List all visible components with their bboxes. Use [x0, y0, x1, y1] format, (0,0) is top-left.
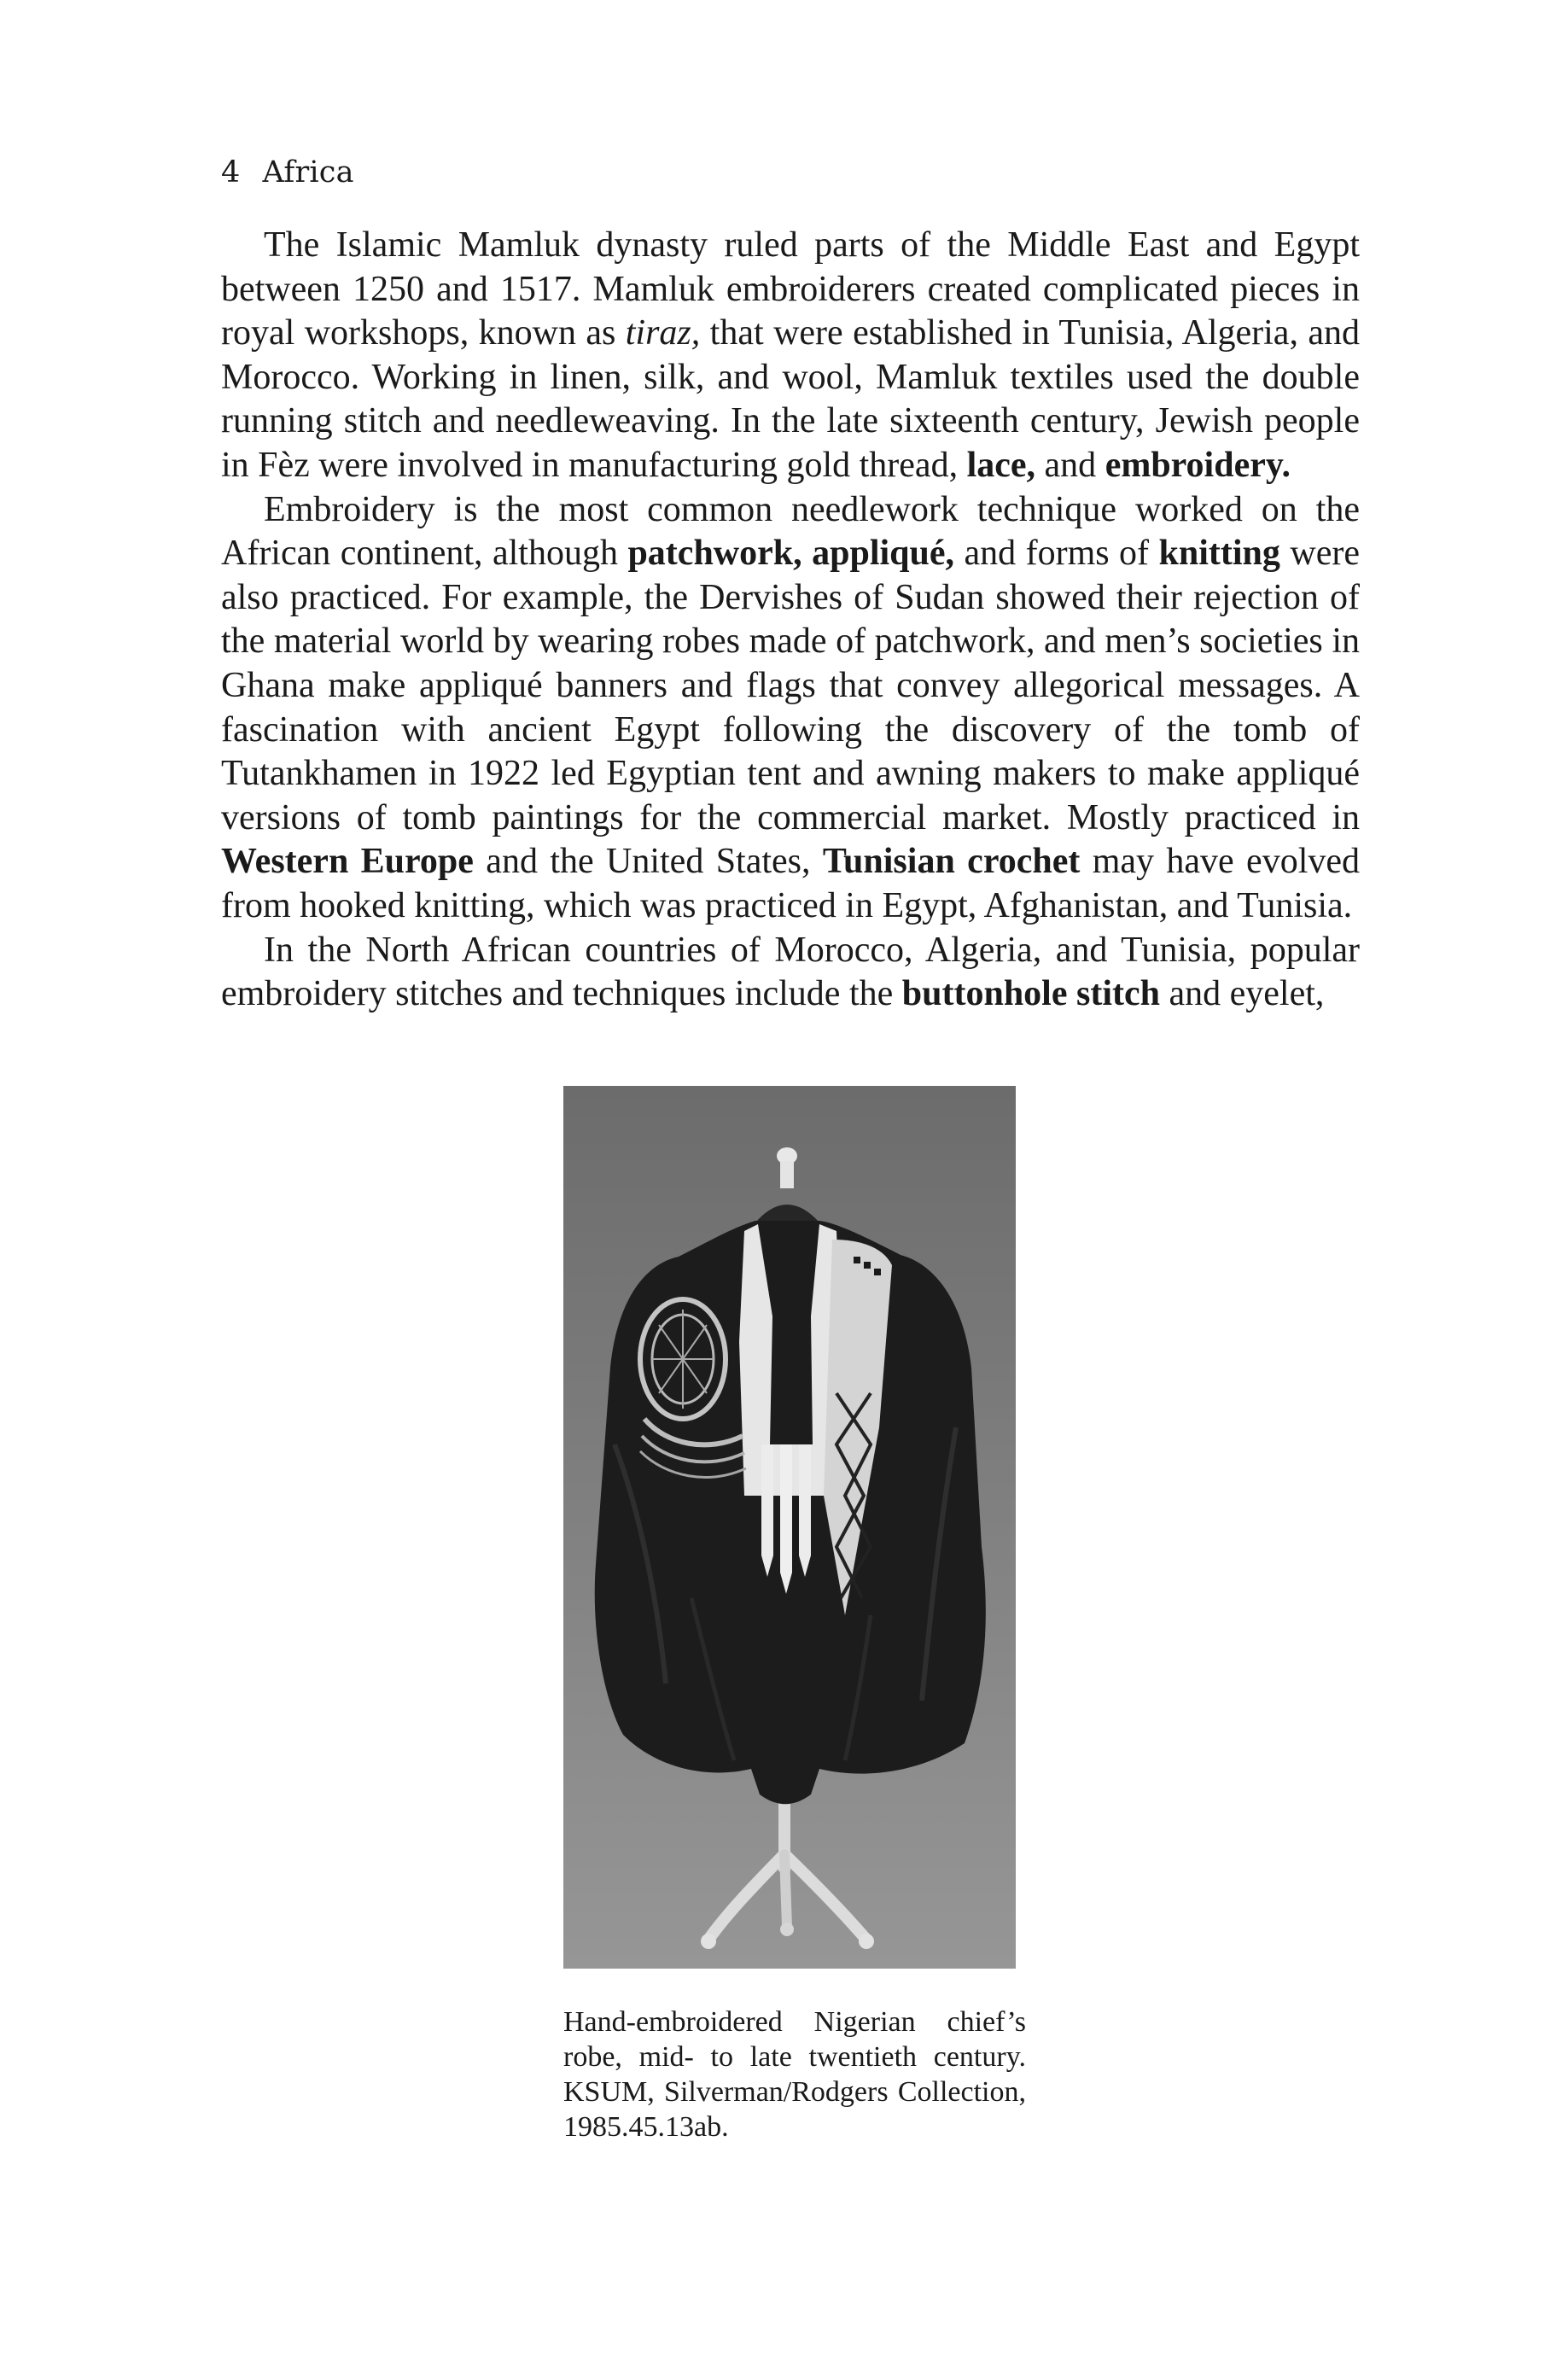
glossary-term: knitting	[1158, 534, 1280, 574]
glossary-term: embroidery.	[1105, 445, 1291, 485]
body-text	[221, 224, 1360, 1017]
glossary-term: patchwork, appliqué,	[627, 534, 955, 574]
glossary-term: lace,	[966, 445, 1036, 485]
paragraph-3: In the North African countries of Morocco, Algeria, and Tunisia, popular embroidery stitches and techniques include the buttonhole stitch and eyelet,	[221, 930, 1360, 1014]
italic-term: tiraz,	[625, 313, 701, 353]
robe-photograph	[563, 1086, 1016, 1969]
paragraph-1: The Islamic Mamluk dynasty ruled parts of the Middle East and Egypt between 1250 and 1517. Mamluk embroiderers created complicated pieces in royal workshops, known as tiraz, that were established in Tunisia, Algeria, and Morocco. Working in linen, silk, and wool, Mamluk textiles used the double running stitch and needleweaving. In the late sixteenth century, Jewish people in Fèz were involved in manufacturing gold thread, lace, and embroidery.	[221, 225, 1360, 485]
robe-illustration	[563, 1086, 1016, 1969]
glossary-term: Western Europe	[221, 842, 474, 882]
glossary-term: buttonhole stitch	[901, 974, 1160, 1014]
glossary-term: Tunisian crochet	[822, 842, 1081, 882]
section-title: Africa	[262, 155, 354, 190]
paragraph-2: Embroidery is the most common needlework technique worked on the African continent, although patchwork, appliqué, and forms of knitting were also practiced. For example, the Dervishes of Sudan showed their rejection of the material world by wearing robes made of patchwork, and men’s societies in Ghana make appliqué banners and flags that convey allegorical messages. A fascination with ancient Egypt following the discovery of the tomb of Tutankhamen in 1922 led Egyptian tent and awning makers to make appliqué versions of tomb paintings for the commercial market. Mostly practiced in Western Europe and the United States, Tunisian crochet may have evolved from hooked knitting, which was practiced in Egypt, Afghanistan, and Tunisia.	[221, 489, 1361, 925]
page-number: 4	[221, 155, 241, 190]
figure-caption: Hand-embroidered Nigerian chief’s robe, mid- to late twentieth century. KSUM, Silverman/Rodgers Collection, 1985.45.13ab.	[563, 2006, 1026, 2143]
running-head	[221, 151, 354, 194]
mannequin-neck	[755, 1147, 819, 1222]
